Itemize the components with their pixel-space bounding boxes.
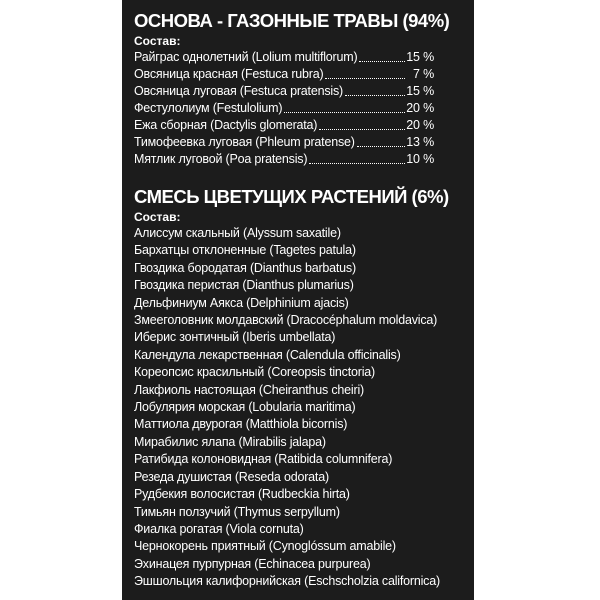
base-item-name: Фестулолиум (Festulolium)	[134, 101, 283, 115]
flower-item: Календула лекарственная (Calendula officinalis)	[134, 347, 401, 362]
base-item-name: Овсяница луговая (Festuca pratensis)	[134, 84, 343, 98]
flower-item: Эхинацея пурпурная (Echinacea purpurea)	[134, 556, 371, 571]
base-item-row	[134, 66, 434, 83]
base-item-name: Райграс однолетний (Lolium multiflorum)	[134, 50, 358, 64]
flower-item: Дельфиниум Аякса (Delphinium ajacis)	[134, 295, 349, 310]
base-item-row	[134, 49, 434, 66]
base-item-percent: 20 %	[406, 118, 434, 132]
base-item-name: Ежа сборная (Dactylis glomerata)	[134, 118, 318, 132]
flower-item: Ратибида колоновидная (Ratibida columnifera)	[134, 452, 393, 467]
base-item-name: Мятлик луговой (Poa pratensis)	[134, 152, 308, 166]
flower-item: Бархатцы отклоненные (Tagetes patula)	[134, 243, 356, 258]
dot-leader	[359, 60, 405, 62]
flower-items-list	[134, 225, 468, 591]
base-item-row	[134, 151, 434, 168]
flower-item: Гвоздика бородатая (Dianthus barbatus)	[134, 260, 356, 275]
flower-item: Маттиола двурогая (Matthiola bicornis)	[134, 417, 348, 432]
base-item-row	[134, 117, 434, 134]
flower-item: Кореопсис красильный (Coreopsis tinctoria)	[134, 365, 376, 380]
base-item-percent: 7 %	[413, 67, 434, 81]
base-grass-section	[134, 10, 450, 168]
flower-item: Фиалка рогатая (Viola cornuta)	[134, 521, 304, 536]
flower-item: Рудбекия волосистая (Rudbeckia hirta)	[134, 487, 350, 502]
flower-item: Чернокорень приятный (Cynoglóssum amabile)	[134, 539, 396, 554]
dot-leader	[357, 145, 405, 147]
flower-item: Змееголовник молдавский (Dracocéphalum moldavica)	[134, 313, 438, 328]
composition-panel	[122, 0, 474, 600]
flower-item: Алиссум скальный (Alyssum saxatile)	[134, 226, 341, 240]
flower-item: Лакфиоль настоящая (Cheiranthus cheiri)	[134, 382, 365, 397]
base-item-row	[134, 100, 434, 117]
base-item-percent: 13 %	[406, 135, 434, 149]
base-item-name: Тимофеевка луговая (Phleum pratense)	[134, 135, 355, 149]
base-items-list	[134, 49, 434, 168]
flower-item: Лобулярия морская (Lobularia maritima)	[134, 400, 356, 415]
dot-leader	[325, 77, 405, 79]
base-composition-label: Состав:	[134, 34, 181, 48]
base-item-row	[134, 83, 434, 100]
base-item-percent: 15 %	[406, 84, 434, 98]
flowers-composition-label: Состав:	[134, 210, 181, 224]
flower-item: Гвоздика перистая (Dianthus plumarius)	[134, 278, 354, 293]
dot-leader	[284, 111, 405, 113]
flower-item: Эшшольция калифорнийская (Eschscholzia californica)	[134, 574, 440, 589]
flower-item: Резеда душистая (Reseda odorata)	[134, 469, 329, 484]
flower-mix-section	[134, 186, 468, 591]
dot-leader	[345, 94, 405, 96]
flower-item: Мирабилис ялапа (Mirabilis jalapa)	[134, 434, 326, 449]
flower-item: Иберис зонтичный (Iberis umbellata)	[134, 330, 336, 345]
base-item-name: Овсяница красная (Festuca rubra)	[134, 67, 324, 81]
flowers-section-title: СМЕСЬ ЦВЕТУЩИХ РАСТЕНИЙ (6%)	[134, 186, 449, 207]
base-item-percent: 15 %	[406, 50, 434, 64]
base-item-percent: 20 %	[406, 101, 434, 115]
base-item-row	[134, 134, 434, 151]
dot-leader	[309, 162, 405, 164]
dot-leader	[319, 128, 405, 130]
base-item-percent: 10 %	[406, 152, 434, 166]
flower-item: Тимьян ползучий (Thymus serpyllum)	[134, 504, 340, 519]
base-section-title: ОСНОВА - ГАЗОННЫЕ ТРАВЫ (94%)	[134, 10, 450, 31]
